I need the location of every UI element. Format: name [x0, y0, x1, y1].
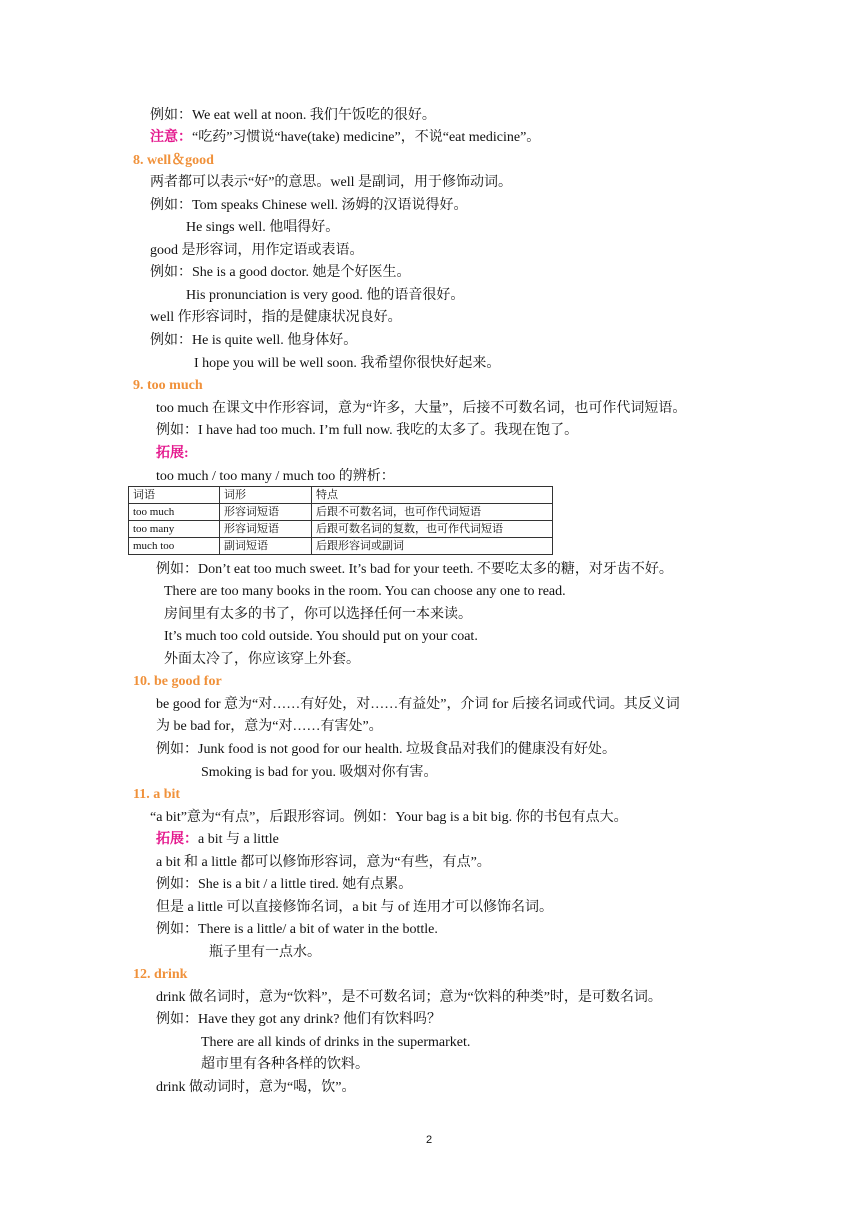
table-header-row	[129, 487, 553, 504]
table-row	[129, 504, 553, 521]
note-line	[150, 129, 540, 147]
example-line: 例如：I have had too much. I’m full now. 我吃的太多了。我现在饱了。	[156, 423, 579, 438]
example-line: 超市里有各种各样的饮料。	[201, 1057, 369, 1072]
section-heading-8: 8. well＆good	[133, 153, 214, 168]
table-row	[129, 521, 553, 538]
note-text: “吃药”习惯说“have(take) medicine”，不说“eat medicine”。	[192, 130, 541, 145]
example-line: 例如：She is a good doctor. 她是个好医生。	[150, 265, 411, 280]
table-cell: 后跟可数名词的复数，也可作代词短语	[312, 521, 553, 538]
table-cell: too many	[129, 521, 220, 538]
text-line: 为 be bad for，意为“对……有害处”。	[156, 719, 383, 734]
table-cell: 形容词短语	[220, 521, 312, 538]
extension-label: 拓展：	[156, 832, 198, 847]
example-line: 房间里有太多的书了，你可以选择任何一本来读。	[164, 607, 472, 622]
note-label: 注意：	[150, 130, 192, 145]
table-header-cell: 词语	[129, 487, 220, 504]
example-line: 外面太冷了，你应该穿上外套。	[164, 652, 360, 667]
example-line: 例如：Tom speaks Chinese well. 汤姆的汉语说得好。	[150, 198, 468, 213]
text-line: drink 做名词时，意为“饮料”，是不可数名词；意为“饮料的种类”时，是可数名词。	[156, 990, 662, 1005]
text-line: too much 在课文中作形容词，意为“许多，大量”，后接不可数名词，也可作代词短语。	[156, 401, 687, 416]
extension-text: a bit 与 a little	[198, 832, 279, 847]
example-line: 例如：Junk food is not good for our health. 垃圾食品对我们的健康没有好处。	[156, 742, 617, 757]
example-line: 例如：She is a bit / a little tired. 她有点累。	[156, 877, 413, 892]
comparison-table	[128, 486, 553, 555]
text-line: good 是形容词，用作定语或表语。	[150, 243, 364, 258]
text-line: too much / too many / much too 的辨析：	[156, 469, 395, 484]
example-line: There are too many books in the room. You can choose any one to read.	[164, 584, 566, 599]
table-cell: much too	[129, 538, 220, 555]
section-heading-12: 12. drink	[133, 967, 188, 982]
table-cell: too much	[129, 504, 220, 521]
text-line: 两者都可以表示“好”的意思。well 是副词，用于修饰动词。	[150, 175, 513, 190]
extension-line	[156, 831, 279, 849]
example-line: Smoking is bad for you. 吸烟对你有害。	[201, 765, 438, 780]
table-cell: 副词短语	[220, 538, 312, 555]
page-number: 2	[426, 1134, 433, 1146]
section-heading-11: 11. a bit	[133, 787, 181, 802]
table-row	[129, 538, 553, 555]
example-line: His pronunciation is very good. 他的语音很好。	[186, 288, 465, 303]
table-header-cell: 词形	[220, 487, 312, 504]
text-line: 但是 a little 可以直接修饰名词，a bit 与 of 连用才可以修饰名词。	[156, 900, 554, 915]
table-cell: 后跟不可数名词，也可作代词短语	[312, 504, 553, 521]
example-line: I hope you will be well soon. 我希望你很快好起来。	[194, 356, 501, 371]
table-cell: 后跟形容词或副词	[312, 538, 553, 555]
example-line: 例如：We eat well at noon. 我们午饭吃的很好。	[150, 108, 436, 123]
text-line: “a bit”意为“有点”，后跟形容词。例如：Your bag is a bit big. 你的书包有点大。	[150, 810, 628, 825]
table-cell: 形容词短语	[220, 504, 312, 521]
text-line: a bit 和 a little 都可以修饰形容词，意为“有些，有点”。	[156, 855, 491, 870]
section-heading-10: 10. be good for	[133, 674, 222, 689]
section-heading-9: 9. too much	[133, 378, 203, 393]
example-line: It’s much too cold outside. You should put on your coat.	[164, 629, 478, 644]
example-line: He sings well. 他唱得好。	[186, 220, 340, 235]
text-line: well 作形容词时，指的是健康状况良好。	[150, 310, 402, 325]
example-line: 瓶子里有一点水。	[209, 945, 321, 960]
text-line: be good for 意为“对……有好处，对……有益处”，介词 for 后接名词或代词。其反义词	[156, 697, 680, 712]
text-line: drink 做动词时，意为“喝，饮”。	[156, 1080, 356, 1095]
example-line: There are all kinds of drinks in the supermarket.	[201, 1035, 471, 1050]
example-line: 例如：Don’t eat too much sweet. It’s bad for your teeth. 不要吃太多的糖，对牙齿不好。	[156, 562, 673, 577]
table-header-cell: 特点	[312, 487, 553, 504]
example-line: 例如：Have they got any drink? 他们有饮料吗？	[156, 1012, 442, 1027]
example-line: 例如：He is quite well. 他身体好。	[150, 333, 358, 348]
example-line: 例如：There is a little/ a bit of water in the bottle.	[156, 922, 438, 937]
extension-label: 拓展:	[156, 446, 189, 461]
